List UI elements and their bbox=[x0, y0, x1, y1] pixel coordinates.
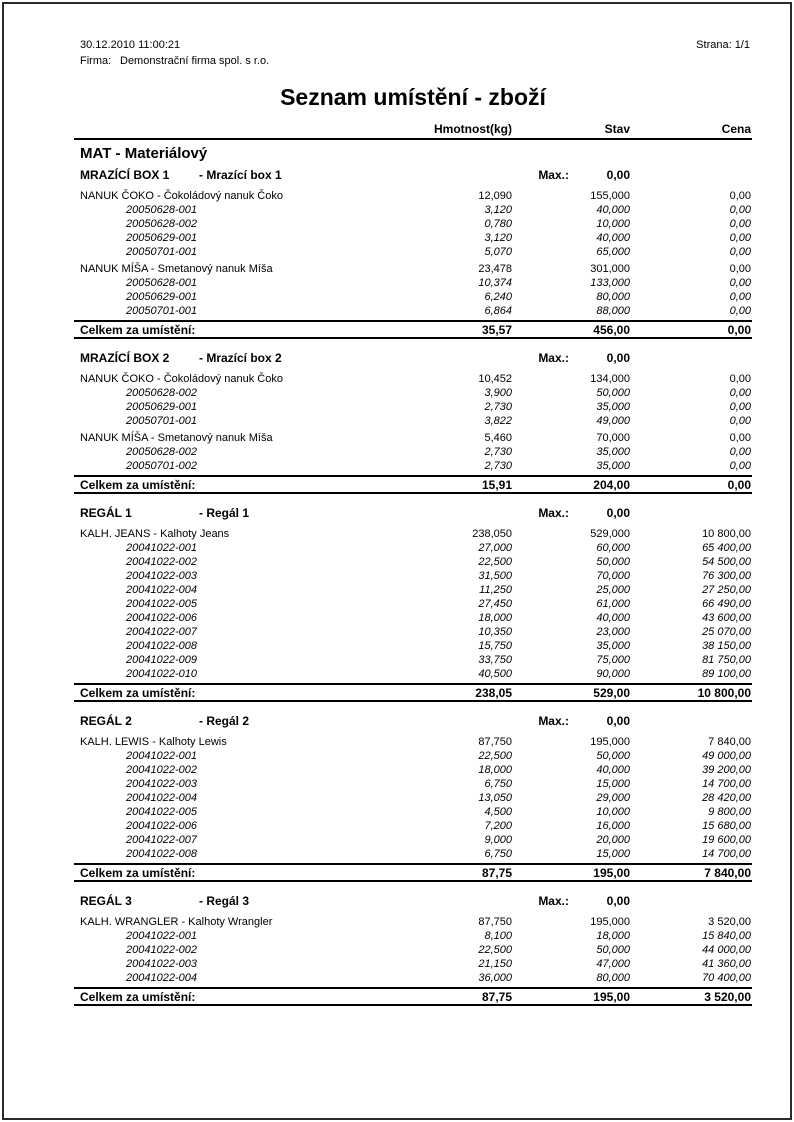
batch-row bbox=[74, 763, 752, 777]
item-price: 0,00 bbox=[729, 291, 751, 303]
product-row bbox=[74, 735, 752, 749]
item-stock: 134,000 bbox=[590, 373, 630, 385]
item-weight: 15,750 bbox=[478, 640, 512, 652]
item-stock: 70,000 bbox=[596, 432, 630, 444]
company-name: Demonstrační firma spol. s r.o. bbox=[120, 55, 270, 67]
item-stock: 50,000 bbox=[596, 556, 630, 568]
item-name: 20041022-004 bbox=[126, 972, 197, 984]
item-name: 20041022-002 bbox=[126, 944, 197, 956]
batch-row bbox=[74, 819, 752, 833]
item-weight: 3,120 bbox=[484, 204, 512, 216]
item-weight: 31,500 bbox=[478, 570, 512, 582]
item-price: 66 490,00 bbox=[702, 598, 751, 610]
item-weight: 6,864 bbox=[484, 305, 512, 317]
batch-row bbox=[74, 777, 752, 791]
item-name: 20041022-001 bbox=[126, 750, 197, 762]
location-code: MRAZÍCÍ BOX 1 bbox=[80, 168, 170, 182]
item-weight: 2,730 bbox=[484, 446, 512, 458]
location-code: REGÁL 3 bbox=[80, 894, 132, 908]
item-stock: 301,000 bbox=[590, 263, 630, 275]
item-price: 89 100,00 bbox=[702, 668, 751, 680]
item-weight: 2,730 bbox=[484, 401, 512, 413]
item-stock: 65,000 bbox=[596, 246, 630, 258]
item-stock: 61,000 bbox=[596, 598, 630, 610]
total-stock: 204,00 bbox=[593, 478, 630, 492]
item-name: 20050629-001 bbox=[126, 291, 197, 303]
item-name: 20041022-007 bbox=[126, 626, 197, 638]
item-name: 20041022-007 bbox=[126, 834, 197, 846]
batch-row bbox=[74, 847, 752, 861]
item-price: 15 840,00 bbox=[702, 930, 751, 942]
item-name: 20050628-001 bbox=[126, 204, 197, 216]
item-name: 20041022-001 bbox=[126, 542, 197, 554]
item-price: 70 400,00 bbox=[702, 972, 751, 984]
item-weight: 6,240 bbox=[484, 291, 512, 303]
item-weight: 4,500 bbox=[484, 806, 512, 818]
max-label: Max.: bbox=[538, 894, 569, 908]
item-stock: 88,000 bbox=[596, 305, 630, 317]
item-price: 0,00 bbox=[729, 415, 751, 427]
column-header-stock: Stav bbox=[604, 122, 630, 136]
total-price: 10 800,00 bbox=[697, 686, 751, 700]
item-name: NANUK MÍŠA - Smetanový nanuk Míša bbox=[80, 263, 273, 275]
item-stock: 70,000 bbox=[596, 570, 630, 582]
product-row bbox=[74, 915, 752, 929]
item-price: 0,00 bbox=[729, 373, 751, 385]
location-rows bbox=[74, 915, 752, 985]
item-name: 20041022-004 bbox=[126, 584, 197, 596]
item-weight: 6,750 bbox=[484, 778, 512, 790]
batch-row bbox=[74, 611, 752, 625]
location-header-row bbox=[74, 894, 752, 909]
total-weight: 87,75 bbox=[481, 866, 512, 880]
batch-row bbox=[74, 304, 752, 318]
item-price: 10 800,00 bbox=[702, 528, 751, 540]
total-price: 0,00 bbox=[727, 323, 751, 337]
item-weight: 0,780 bbox=[484, 218, 512, 230]
item-price: 0,00 bbox=[729, 246, 751, 258]
item-stock: 50,000 bbox=[596, 387, 630, 399]
item-weight: 22,500 bbox=[478, 944, 512, 956]
item-price: 65 400,00 bbox=[702, 542, 751, 554]
header-rule bbox=[74, 138, 752, 140]
total-stock: 195,00 bbox=[593, 990, 630, 1004]
batch-row bbox=[74, 805, 752, 819]
location-name: - Regál 1 bbox=[199, 506, 250, 520]
max-label: Max.: bbox=[538, 351, 569, 365]
item-stock: 35,000 bbox=[596, 640, 630, 652]
item-weight: 13,050 bbox=[478, 792, 512, 804]
item-price: 0,00 bbox=[729, 218, 751, 230]
item-weight: 22,500 bbox=[478, 556, 512, 568]
item-price: 0,00 bbox=[729, 277, 751, 289]
item-weight: 36,000 bbox=[478, 972, 512, 984]
item-stock: 10,000 bbox=[596, 218, 630, 230]
total-label: Celkem za umístění: bbox=[80, 478, 196, 492]
item-name: 20041022-005 bbox=[126, 806, 197, 818]
item-name: 20041022-008 bbox=[126, 640, 197, 652]
item-weight: 9,000 bbox=[484, 834, 512, 846]
section-total-row bbox=[74, 475, 752, 494]
item-price: 0,00 bbox=[729, 204, 751, 216]
item-price: 43 600,00 bbox=[702, 612, 751, 624]
max-value: 0,00 bbox=[606, 506, 630, 520]
item-name: 20050628-002 bbox=[126, 446, 197, 458]
batch-row bbox=[74, 597, 752, 611]
report-title: Seznam umístění - zboží bbox=[280, 84, 546, 110]
item-weight: 5,070 bbox=[484, 246, 512, 258]
item-name: KALH. WRANGLER - Kalhoty Wrangler bbox=[80, 916, 273, 928]
item-name: 20041022-002 bbox=[126, 764, 197, 776]
location-section bbox=[74, 506, 752, 702]
max-label: Max.: bbox=[538, 714, 569, 728]
item-stock: 529,000 bbox=[590, 528, 630, 540]
max-label: Max.: bbox=[538, 168, 569, 182]
item-weight: 6,750 bbox=[484, 848, 512, 860]
item-stock: 25,000 bbox=[596, 584, 630, 596]
location-rows bbox=[74, 372, 752, 473]
total-price: 0,00 bbox=[727, 478, 751, 492]
location-code: REGÁL 2 bbox=[80, 714, 132, 728]
item-stock: 133,000 bbox=[590, 277, 630, 289]
location-header-row bbox=[74, 506, 752, 521]
batch-row bbox=[74, 569, 752, 583]
location-section bbox=[74, 351, 752, 494]
item-weight: 8,100 bbox=[484, 930, 512, 942]
batch-row bbox=[74, 445, 752, 459]
batch-row bbox=[74, 833, 752, 847]
item-price: 54 500,00 bbox=[702, 556, 751, 568]
item-price: 44 000,00 bbox=[702, 944, 751, 956]
item-name: 20050701-001 bbox=[126, 305, 197, 317]
location-section bbox=[74, 168, 752, 339]
location-header-row bbox=[74, 714, 752, 729]
max-label: Max.: bbox=[538, 506, 569, 520]
total-label: Celkem za umístění: bbox=[80, 990, 196, 1004]
item-stock: 40,000 bbox=[596, 764, 630, 776]
item-weight: 87,750 bbox=[478, 916, 512, 928]
location-name: - Regál 2 bbox=[199, 714, 250, 728]
item-price: 39 200,00 bbox=[702, 764, 751, 776]
item-name: 20041022-006 bbox=[126, 820, 197, 832]
location-name: - Mrazící box 2 bbox=[199, 351, 282, 365]
item-stock: 50,000 bbox=[596, 750, 630, 762]
item-weight: 11,250 bbox=[479, 584, 512, 596]
item-name: NANUK ČOKO - Čokoládový nanuk Čoko bbox=[80, 373, 283, 385]
product-row bbox=[74, 372, 752, 386]
batch-row bbox=[74, 541, 752, 555]
batch-row bbox=[74, 231, 752, 245]
column-header-weight: Hmotnost(kg) bbox=[434, 122, 512, 136]
item-weight: 238,050 bbox=[472, 528, 512, 540]
item-weight: 18,000 bbox=[478, 764, 512, 776]
item-weight: 3,120 bbox=[484, 232, 512, 244]
batch-row bbox=[74, 791, 752, 805]
batch-row bbox=[74, 749, 752, 763]
max-value: 0,00 bbox=[606, 351, 630, 365]
report-page bbox=[2, 2, 792, 1120]
item-name: 20041022-008 bbox=[126, 848, 197, 860]
total-price: 7 840,00 bbox=[704, 866, 751, 880]
section-total-row bbox=[74, 987, 752, 1006]
location-section bbox=[74, 894, 752, 1006]
report-document bbox=[74, 4, 752, 1018]
item-weight: 33,750 bbox=[478, 654, 512, 666]
item-price: 38 150,00 bbox=[702, 640, 751, 652]
item-name: 20041022-001 bbox=[126, 930, 197, 942]
item-price: 41 360,00 bbox=[702, 958, 751, 970]
item-price: 15 680,00 bbox=[702, 820, 751, 832]
total-weight: 15,91 bbox=[481, 478, 512, 492]
item-weight: 23,478 bbox=[478, 263, 512, 275]
item-weight: 22,500 bbox=[478, 750, 512, 762]
item-stock: 16,000 bbox=[596, 820, 630, 832]
total-label: Celkem za umístění: bbox=[80, 323, 196, 337]
item-weight: 12,090 bbox=[478, 190, 512, 202]
item-stock: 40,000 bbox=[596, 612, 630, 624]
item-stock: 29,000 bbox=[596, 792, 630, 804]
item-weight: 7,200 bbox=[484, 820, 512, 832]
column-header-price: Cena bbox=[721, 122, 751, 136]
item-name: 20050701-001 bbox=[126, 246, 197, 258]
item-name: 20041022-005 bbox=[126, 598, 197, 610]
item-weight: 87,750 bbox=[478, 736, 512, 748]
item-stock: 47,000 bbox=[596, 958, 630, 970]
item-stock: 20,000 bbox=[596, 834, 630, 846]
item-price: 0,00 bbox=[729, 232, 751, 244]
item-name: 20041022-002 bbox=[126, 556, 197, 568]
item-name: 20041022-004 bbox=[126, 792, 197, 804]
product-row bbox=[74, 527, 752, 541]
item-stock: 18,000 bbox=[596, 930, 630, 942]
total-stock: 529,00 bbox=[593, 686, 630, 700]
item-stock: 90,000 bbox=[596, 668, 630, 680]
item-stock: 15,000 bbox=[596, 778, 630, 790]
item-price: 28 420,00 bbox=[702, 792, 751, 804]
location-rows bbox=[74, 189, 752, 318]
total-label: Celkem za umístění: bbox=[80, 866, 196, 880]
batch-row bbox=[74, 943, 752, 957]
item-weight: 2,730 bbox=[484, 460, 512, 472]
item-price: 0,00 bbox=[729, 460, 751, 472]
item-price: 0,00 bbox=[729, 190, 751, 202]
item-weight: 3,822 bbox=[484, 415, 512, 427]
batch-row bbox=[74, 400, 752, 414]
item-stock: 75,000 bbox=[596, 654, 630, 666]
item-stock: 10,000 bbox=[596, 806, 630, 818]
item-price: 0,00 bbox=[729, 446, 751, 458]
item-name: KALH. JEANS - Kalhoty Jeans bbox=[80, 528, 230, 540]
location-name: - Regál 3 bbox=[199, 894, 250, 908]
item-stock: 40,000 bbox=[596, 232, 630, 244]
item-name: 20041022-010 bbox=[126, 668, 197, 680]
location-rows bbox=[74, 527, 752, 681]
item-price: 9 800,00 bbox=[708, 806, 751, 818]
item-stock: 80,000 bbox=[596, 291, 630, 303]
item-name: KALH. LEWIS - Kalhoty Lewis bbox=[80, 736, 227, 748]
item-name: 20041022-003 bbox=[126, 570, 197, 582]
batch-row bbox=[74, 957, 752, 971]
item-stock: 49,000 bbox=[596, 415, 630, 427]
item-price: 27 250,00 bbox=[702, 584, 751, 596]
batch-row bbox=[74, 414, 752, 428]
batch-row bbox=[74, 639, 752, 653]
item-stock: 50,000 bbox=[596, 944, 630, 956]
item-name: 20041022-003 bbox=[126, 958, 197, 970]
item-stock: 195,000 bbox=[590, 736, 630, 748]
item-weight: 40,500 bbox=[478, 668, 512, 680]
report-datetime: 30.12.2010 11:00:21 bbox=[80, 39, 181, 51]
item-price: 49 000,00 bbox=[702, 750, 751, 762]
item-price: 0,00 bbox=[729, 305, 751, 317]
batch-row bbox=[74, 555, 752, 569]
batch-row bbox=[74, 625, 752, 639]
item-name: 20041022-003 bbox=[126, 778, 197, 790]
location-section bbox=[74, 714, 752, 882]
company-label: Firma: bbox=[80, 55, 112, 67]
item-name: 20050701-002 bbox=[126, 460, 197, 472]
item-weight: 21,150 bbox=[478, 958, 512, 970]
batch-row bbox=[74, 459, 752, 473]
item-weight: 10,374 bbox=[478, 277, 512, 289]
item-stock: 40,000 bbox=[596, 204, 630, 216]
item-stock: 60,000 bbox=[596, 542, 630, 554]
batch-row bbox=[74, 971, 752, 985]
item-price: 3 520,00 bbox=[708, 916, 751, 928]
total-weight: 87,75 bbox=[481, 990, 512, 1004]
batch-row bbox=[74, 290, 752, 304]
item-price: 0,00 bbox=[729, 432, 751, 444]
item-stock: 23,000 bbox=[596, 626, 630, 638]
column-header-row bbox=[74, 123, 752, 136]
item-stock: 35,000 bbox=[596, 446, 630, 458]
batch-row bbox=[74, 653, 752, 667]
item-price: 0,00 bbox=[729, 401, 751, 413]
item-name: NANUK ČOKO - Čokoládový nanuk Čoko bbox=[80, 190, 283, 202]
batch-row bbox=[74, 276, 752, 290]
total-stock: 456,00 bbox=[593, 323, 630, 337]
item-weight: 27,000 bbox=[478, 542, 512, 554]
total-weight: 238,05 bbox=[475, 686, 512, 700]
item-name: NANUK MÍŠA - Smetanový nanuk Míša bbox=[80, 432, 273, 444]
page-number: Strana: 1/1 bbox=[696, 39, 750, 51]
total-stock: 195,00 bbox=[593, 866, 630, 880]
section-total-row bbox=[74, 320, 752, 339]
item-price: 0,00 bbox=[729, 387, 751, 399]
location-rows bbox=[74, 735, 752, 861]
item-price: 25 070,00 bbox=[702, 626, 751, 638]
batch-row bbox=[74, 245, 752, 259]
batch-row bbox=[74, 583, 752, 597]
item-price: 14 700,00 bbox=[702, 778, 751, 790]
batch-row bbox=[74, 386, 752, 400]
product-row bbox=[74, 431, 752, 445]
item-stock: 155,000 bbox=[590, 190, 630, 202]
item-price: 14 700,00 bbox=[702, 848, 751, 860]
batch-row bbox=[74, 217, 752, 231]
item-stock: 80,000 bbox=[596, 972, 630, 984]
item-name: 20050628-001 bbox=[126, 277, 197, 289]
item-price: 76 300,00 bbox=[702, 570, 751, 582]
item-stock: 15,000 bbox=[596, 848, 630, 860]
report-meta-row bbox=[74, 39, 752, 52]
location-code: MRAZÍCÍ BOX 2 bbox=[80, 351, 170, 365]
item-name: 20050629-001 bbox=[126, 232, 197, 244]
batch-row bbox=[74, 203, 752, 217]
item-stock: 35,000 bbox=[596, 401, 630, 413]
item-name: 20050629-001 bbox=[126, 401, 197, 413]
item-weight: 3,900 bbox=[484, 387, 512, 399]
location-name: - Mrazící box 1 bbox=[199, 168, 282, 182]
item-stock: 35,000 bbox=[596, 460, 630, 472]
item-name: 20050628-002 bbox=[126, 218, 197, 230]
item-price: 81 750,00 bbox=[702, 654, 751, 666]
product-row bbox=[74, 262, 752, 276]
section-total-row bbox=[74, 683, 752, 702]
item-price: 7 840,00 bbox=[708, 736, 751, 748]
item-price: 0,00 bbox=[729, 263, 751, 275]
batch-row bbox=[74, 667, 752, 681]
max-value: 0,00 bbox=[606, 168, 630, 182]
location-header-row bbox=[74, 351, 752, 366]
item-stock: 195,000 bbox=[590, 916, 630, 928]
sections-container bbox=[74, 168, 752, 1006]
max-value: 0,00 bbox=[606, 894, 630, 908]
total-price: 3 520,00 bbox=[704, 990, 751, 1004]
max-value: 0,00 bbox=[606, 714, 630, 728]
item-price: 19 600,00 bbox=[702, 834, 751, 846]
group-header: MAT - Materiálový bbox=[80, 145, 208, 162]
item-name: 20050628-002 bbox=[126, 387, 197, 399]
item-weight: 27,450 bbox=[478, 598, 512, 610]
batch-row bbox=[74, 929, 752, 943]
company-row bbox=[74, 54, 752, 68]
location-header-row bbox=[74, 168, 752, 183]
item-name: 20041022-009 bbox=[126, 654, 197, 666]
location-code: REGÁL 1 bbox=[80, 506, 132, 520]
item-weight: 5,460 bbox=[484, 432, 512, 444]
item-name: 20050701-001 bbox=[126, 415, 197, 427]
section-total-row bbox=[74, 863, 752, 882]
item-weight: 10,350 bbox=[478, 626, 512, 638]
item-weight: 18,000 bbox=[478, 612, 512, 624]
item-name: 20041022-006 bbox=[126, 612, 197, 624]
total-weight: 35,57 bbox=[481, 323, 512, 337]
item-weight: 10,452 bbox=[478, 373, 512, 385]
total-label: Celkem za umístění: bbox=[80, 686, 196, 700]
product-row bbox=[74, 189, 752, 203]
